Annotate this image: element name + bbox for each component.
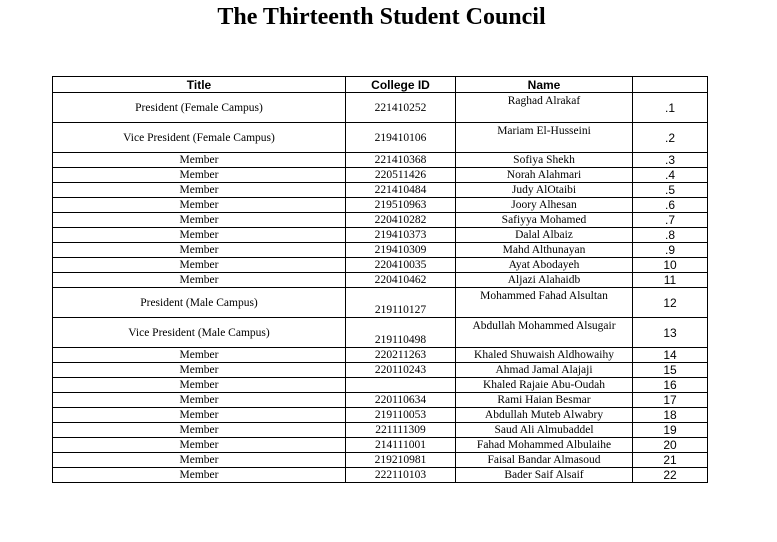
cell-number: .4 <box>633 168 708 183</box>
table-row <box>53 348 708 363</box>
table-row <box>53 123 708 153</box>
cell-college-id: 221410484 <box>346 183 456 198</box>
cell-title: Member <box>53 408 346 423</box>
cell-number: 21 <box>633 453 708 468</box>
cell-name: Bader Saif Alsaif <box>456 468 633 483</box>
cell-title: President (Male Campus) <box>53 288 346 318</box>
cell-college-id: 221410252 <box>346 93 456 123</box>
cell-name: Ahmad Jamal Alajaji <box>456 363 633 378</box>
table-row <box>53 363 708 378</box>
cell-number: 14 <box>633 348 708 363</box>
table-row <box>53 213 708 228</box>
cell-name: Joory Alhesan <box>456 198 633 213</box>
cell-college-id: 219410106 <box>346 123 456 153</box>
cell-title: Member <box>53 273 346 288</box>
cell-college-id: 220511426 <box>346 168 456 183</box>
table-row <box>53 438 708 453</box>
table-row <box>53 453 708 468</box>
cell-title: Member <box>53 453 346 468</box>
header-number <box>633 77 708 93</box>
table-row <box>53 468 708 483</box>
cell-number: 13 <box>633 318 708 348</box>
table-row <box>53 288 708 318</box>
cell-college-id: 220410035 <box>346 258 456 273</box>
header-name: Name <box>456 77 633 93</box>
table-row <box>53 318 708 348</box>
cell-title: Vice President (Female Campus) <box>53 123 346 153</box>
cell-name: Dalal Albaiz <box>456 228 633 243</box>
cell-name: Mohammed Fahad Alsultan <box>456 288 633 318</box>
table-row <box>53 168 708 183</box>
cell-college-id: 214111001 <box>346 438 456 453</box>
cell-name: Norah Alahmari <box>456 168 633 183</box>
cell-title: Member <box>53 363 346 378</box>
cell-number: 18 <box>633 408 708 423</box>
cell-name: Mariam El-Husseini <box>456 123 633 153</box>
cell-number: 16 <box>633 378 708 393</box>
cell-title: Member <box>53 258 346 273</box>
cell-title: Member <box>53 183 346 198</box>
cell-title: President (Female Campus) <box>53 93 346 123</box>
table-row <box>53 273 708 288</box>
cell-college-id: 219510963 <box>346 198 456 213</box>
cell-college-id: 220110634 <box>346 393 456 408</box>
cell-college-id: 220211263 <box>346 348 456 363</box>
cell-title: Member <box>53 168 346 183</box>
table-row <box>53 228 708 243</box>
cell-number: 22 <box>633 468 708 483</box>
table-row <box>53 183 708 198</box>
cell-number: 12 <box>633 288 708 318</box>
cell-title: Vice President (Male Campus) <box>53 318 346 348</box>
cell-name: Safiyya Mohamed <box>456 213 633 228</box>
cell-number: .9 <box>633 243 708 258</box>
cell-number: 17 <box>633 393 708 408</box>
page-title: The Thirteenth Student Council <box>217 4 546 30</box>
table-row <box>53 153 708 168</box>
cell-number: .2 <box>633 123 708 153</box>
cell-name: Raghad Alrakaf <box>456 93 633 123</box>
cell-title: Member <box>53 423 346 438</box>
cell-name: Fahad Mohammed Albulaihe <box>456 438 633 453</box>
cell-number: 10 <box>633 258 708 273</box>
cell-number: .6 <box>633 198 708 213</box>
cell-number: .7 <box>633 213 708 228</box>
cell-college-id: 220110243 <box>346 363 456 378</box>
council-table <box>52 76 708 483</box>
cell-number: 20 <box>633 438 708 453</box>
cell-name: Abdullah Muteb Alwabry <box>456 408 633 423</box>
cell-title: Member <box>53 348 346 363</box>
cell-college-id: 222110103 <box>346 468 456 483</box>
cell-title: Member <box>53 153 346 168</box>
cell-number: .1 <box>633 93 708 123</box>
table-row <box>53 198 708 213</box>
table-row <box>53 258 708 273</box>
cell-name: Aljazi Alahaidb <box>456 273 633 288</box>
cell-title: Member <box>53 393 346 408</box>
cell-college-id: 219410373 <box>346 228 456 243</box>
table-row <box>53 243 708 258</box>
cell-college-id: 219110053 <box>346 408 456 423</box>
cell-college-id: 219110498 <box>346 318 456 348</box>
cell-number: .5 <box>633 183 708 198</box>
cell-number: .3 <box>633 153 708 168</box>
cell-number: 11 <box>633 273 708 288</box>
table-row <box>53 93 708 123</box>
cell-college-id: 219210981 <box>346 453 456 468</box>
cell-college-id: 219410309 <box>346 243 456 258</box>
cell-name: Judy AlOtaibi <box>456 183 633 198</box>
cell-name: Khaled Rajaie Abu-Oudah <box>456 378 633 393</box>
cell-name: Rami Haian Besmar <box>456 393 633 408</box>
cell-college-id: 219110127 <box>346 288 456 318</box>
table-row <box>53 423 708 438</box>
header-college-id: College ID <box>346 77 456 93</box>
cell-title: Member <box>53 213 346 228</box>
table-row <box>53 393 708 408</box>
table-row <box>53 408 708 423</box>
cell-college-id: 221410368 <box>346 153 456 168</box>
header-title: Title <box>53 77 346 93</box>
cell-title: Member <box>53 198 346 213</box>
cell-name: Ayat Abodayeh <box>456 258 633 273</box>
cell-name: Saud Ali Almubaddel <box>456 423 633 438</box>
cell-title: Member <box>53 228 346 243</box>
table-header-row <box>53 77 708 93</box>
cell-name: Mahd Althunayan <box>456 243 633 258</box>
cell-name: Abdullah Mohammed Alsugair <box>456 318 633 348</box>
cell-college-id: 220410282 <box>346 213 456 228</box>
cell-title: Member <box>53 438 346 453</box>
cell-title: Member <box>53 378 346 393</box>
table-row <box>53 378 708 393</box>
cell-college-id: 221111309 <box>346 423 456 438</box>
cell-title: Member <box>53 243 346 258</box>
cell-college-id: 220410462 <box>346 273 456 288</box>
cell-title: Member <box>53 468 346 483</box>
cell-number: .8 <box>633 228 708 243</box>
cell-number: 19 <box>633 423 708 438</box>
cell-name: Khaled Shuwaish Aldhowaihy <box>456 348 633 363</box>
cell-number: 15 <box>633 363 708 378</box>
cell-college-id <box>346 378 456 393</box>
cell-name: Sofiya Shekh <box>456 153 633 168</box>
cell-name: Faisal Bandar Almasoud <box>456 453 633 468</box>
